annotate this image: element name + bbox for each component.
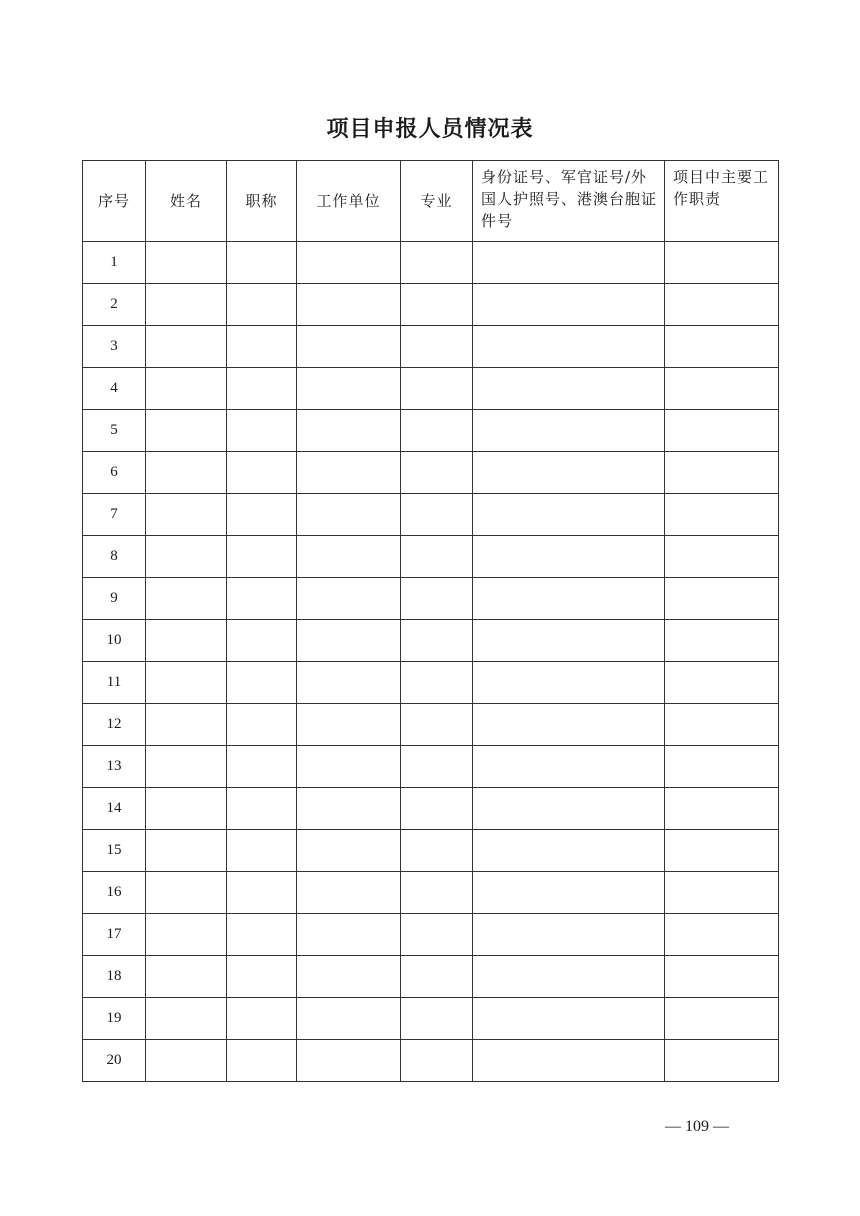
table-row [83, 746, 779, 788]
specialty-cell [401, 410, 473, 452]
header-specialty: 专业 [401, 161, 473, 242]
work-unit-cell [297, 746, 401, 788]
table-row [83, 578, 779, 620]
personnel-table [82, 160, 779, 1082]
id-number-cell [473, 830, 665, 872]
responsibilities-cell [665, 704, 779, 746]
table-row [83, 452, 779, 494]
work-unit-cell [297, 998, 401, 1040]
specialty-cell [401, 746, 473, 788]
specialty-cell [401, 956, 473, 998]
work-unit-cell [297, 956, 401, 998]
work-unit-cell [297, 662, 401, 704]
specialty-cell [401, 1040, 473, 1082]
row-serial-number: 7 [83, 494, 146, 536]
row-serial-number: 15 [83, 830, 146, 872]
specialty-cell [401, 368, 473, 410]
name-cell [146, 410, 227, 452]
table-row [83, 284, 779, 326]
table-row [83, 536, 779, 578]
table-row [83, 956, 779, 998]
name-cell [146, 788, 227, 830]
header-professional-title: 职称 [227, 161, 297, 242]
header-work-unit: 工作单位 [297, 161, 401, 242]
work-unit-cell [297, 326, 401, 368]
name-cell [146, 956, 227, 998]
row-serial-number: 4 [83, 368, 146, 410]
name-cell [146, 536, 227, 578]
table-row [83, 620, 779, 662]
id-number-cell [473, 620, 665, 662]
work-unit-cell [297, 1040, 401, 1082]
work-unit-cell [297, 284, 401, 326]
name-cell [146, 326, 227, 368]
id-number-cell [473, 872, 665, 914]
work-unit-cell [297, 788, 401, 830]
row-serial-number: 12 [83, 704, 146, 746]
page-number: — 109 — [665, 1118, 729, 1135]
name-cell [146, 578, 227, 620]
row-serial-number: 18 [83, 956, 146, 998]
specialty-cell [401, 704, 473, 746]
id-number-cell [473, 410, 665, 452]
professional-title-cell [227, 872, 297, 914]
responsibilities-cell [665, 998, 779, 1040]
name-cell [146, 872, 227, 914]
header-id-number: 身份证号、军官证号/外国人护照号、港澳台胞证件号 [473, 161, 665, 242]
professional-title-cell [227, 326, 297, 368]
id-number-cell [473, 284, 665, 326]
responsibilities-cell [665, 914, 779, 956]
professional-title-cell [227, 368, 297, 410]
specialty-cell [401, 998, 473, 1040]
specialty-cell [401, 662, 473, 704]
responsibilities-cell [665, 956, 779, 998]
professional-title-cell [227, 956, 297, 998]
work-unit-cell [297, 704, 401, 746]
professional-title-cell [227, 284, 297, 326]
id-number-cell [473, 494, 665, 536]
id-number-cell [473, 326, 665, 368]
table-row [83, 830, 779, 872]
responsibilities-cell [665, 746, 779, 788]
work-unit-cell [297, 620, 401, 662]
table-row [83, 326, 779, 368]
row-serial-number: 11 [83, 662, 146, 704]
work-unit-cell [297, 914, 401, 956]
specialty-cell [401, 578, 473, 620]
row-serial-number: 2 [83, 284, 146, 326]
responsibilities-cell [665, 830, 779, 872]
row-serial-number: 5 [83, 410, 146, 452]
responsibilities-cell [665, 662, 779, 704]
responsibilities-cell [665, 536, 779, 578]
professional-title-cell [227, 578, 297, 620]
responsibilities-cell [665, 368, 779, 410]
row-serial-number: 14 [83, 788, 146, 830]
table-row [83, 704, 779, 746]
table-row [83, 494, 779, 536]
id-number-cell [473, 746, 665, 788]
name-cell [146, 998, 227, 1040]
name-cell [146, 620, 227, 662]
table-row [83, 914, 779, 956]
professional-title-cell [227, 536, 297, 578]
responsibilities-cell [665, 494, 779, 536]
responsibilities-cell [665, 326, 779, 368]
row-serial-number: 1 [83, 242, 146, 284]
responsibilities-cell [665, 1040, 779, 1082]
professional-title-cell [227, 914, 297, 956]
name-cell [146, 746, 227, 788]
work-unit-cell [297, 410, 401, 452]
professional-title-cell [227, 410, 297, 452]
table-header-row [83, 161, 779, 242]
id-number-cell [473, 998, 665, 1040]
table-row [83, 410, 779, 452]
row-serial-number: 20 [83, 1040, 146, 1082]
responsibilities-cell [665, 788, 779, 830]
page-title: 项目申报人员情况表 [326, 117, 534, 142]
id-number-cell [473, 704, 665, 746]
responsibilities-cell [665, 578, 779, 620]
table-body [83, 242, 779, 1082]
id-number-cell [473, 788, 665, 830]
row-serial-number: 19 [83, 998, 146, 1040]
table-row [83, 998, 779, 1040]
work-unit-cell [297, 368, 401, 410]
row-serial-number: 10 [83, 620, 146, 662]
header-responsibilities: 项目中主要工作职责 [665, 161, 779, 242]
id-number-cell [473, 1040, 665, 1082]
work-unit-cell [297, 536, 401, 578]
work-unit-cell [297, 830, 401, 872]
responsibilities-cell [665, 872, 779, 914]
name-cell [146, 368, 227, 410]
header-name: 姓名 [146, 161, 227, 242]
id-number-cell [473, 536, 665, 578]
professional-title-cell [227, 830, 297, 872]
responsibilities-cell [665, 620, 779, 662]
name-cell [146, 1040, 227, 1082]
work-unit-cell [297, 242, 401, 284]
row-serial-number: 9 [83, 578, 146, 620]
professional-title-cell [227, 452, 297, 494]
specialty-cell [401, 620, 473, 662]
specialty-cell [401, 536, 473, 578]
work-unit-cell [297, 872, 401, 914]
id-number-cell [473, 956, 665, 998]
row-serial-number: 8 [83, 536, 146, 578]
row-serial-number: 17 [83, 914, 146, 956]
name-cell [146, 452, 227, 494]
responsibilities-cell [665, 242, 779, 284]
professional-title-cell [227, 998, 297, 1040]
work-unit-cell [297, 578, 401, 620]
professional-title-cell [227, 494, 297, 536]
responsibilities-cell [665, 410, 779, 452]
table-row [83, 872, 779, 914]
name-cell [146, 242, 227, 284]
row-serial-number: 3 [83, 326, 146, 368]
specialty-cell [401, 788, 473, 830]
name-cell [146, 494, 227, 536]
id-number-cell [473, 368, 665, 410]
professional-title-cell [227, 662, 297, 704]
professional-title-cell [227, 242, 297, 284]
professional-title-cell [227, 1040, 297, 1082]
specialty-cell [401, 494, 473, 536]
name-cell [146, 284, 227, 326]
name-cell [146, 830, 227, 872]
professional-title-cell [227, 746, 297, 788]
row-serial-number: 6 [83, 452, 146, 494]
professional-title-cell [227, 788, 297, 830]
responsibilities-cell [665, 452, 779, 494]
specialty-cell [401, 326, 473, 368]
table-row [83, 242, 779, 284]
name-cell [146, 914, 227, 956]
table-row [83, 1040, 779, 1082]
table-row [83, 788, 779, 830]
work-unit-cell [297, 494, 401, 536]
row-serial-number: 16 [83, 872, 146, 914]
specialty-cell [401, 914, 473, 956]
specialty-cell [401, 872, 473, 914]
professional-title-cell [227, 704, 297, 746]
specialty-cell [401, 284, 473, 326]
responsibilities-cell [665, 284, 779, 326]
header-serial-number: 序号 [83, 161, 146, 242]
specialty-cell [401, 452, 473, 494]
name-cell [146, 662, 227, 704]
table-row [83, 368, 779, 410]
row-serial-number: 13 [83, 746, 146, 788]
table-row [83, 662, 779, 704]
name-cell [146, 704, 227, 746]
id-number-cell [473, 242, 665, 284]
work-unit-cell [297, 452, 401, 494]
specialty-cell [401, 830, 473, 872]
id-number-cell [473, 914, 665, 956]
id-number-cell [473, 452, 665, 494]
specialty-cell [401, 242, 473, 284]
professional-title-cell [227, 620, 297, 662]
id-number-cell [473, 578, 665, 620]
id-number-cell [473, 662, 665, 704]
